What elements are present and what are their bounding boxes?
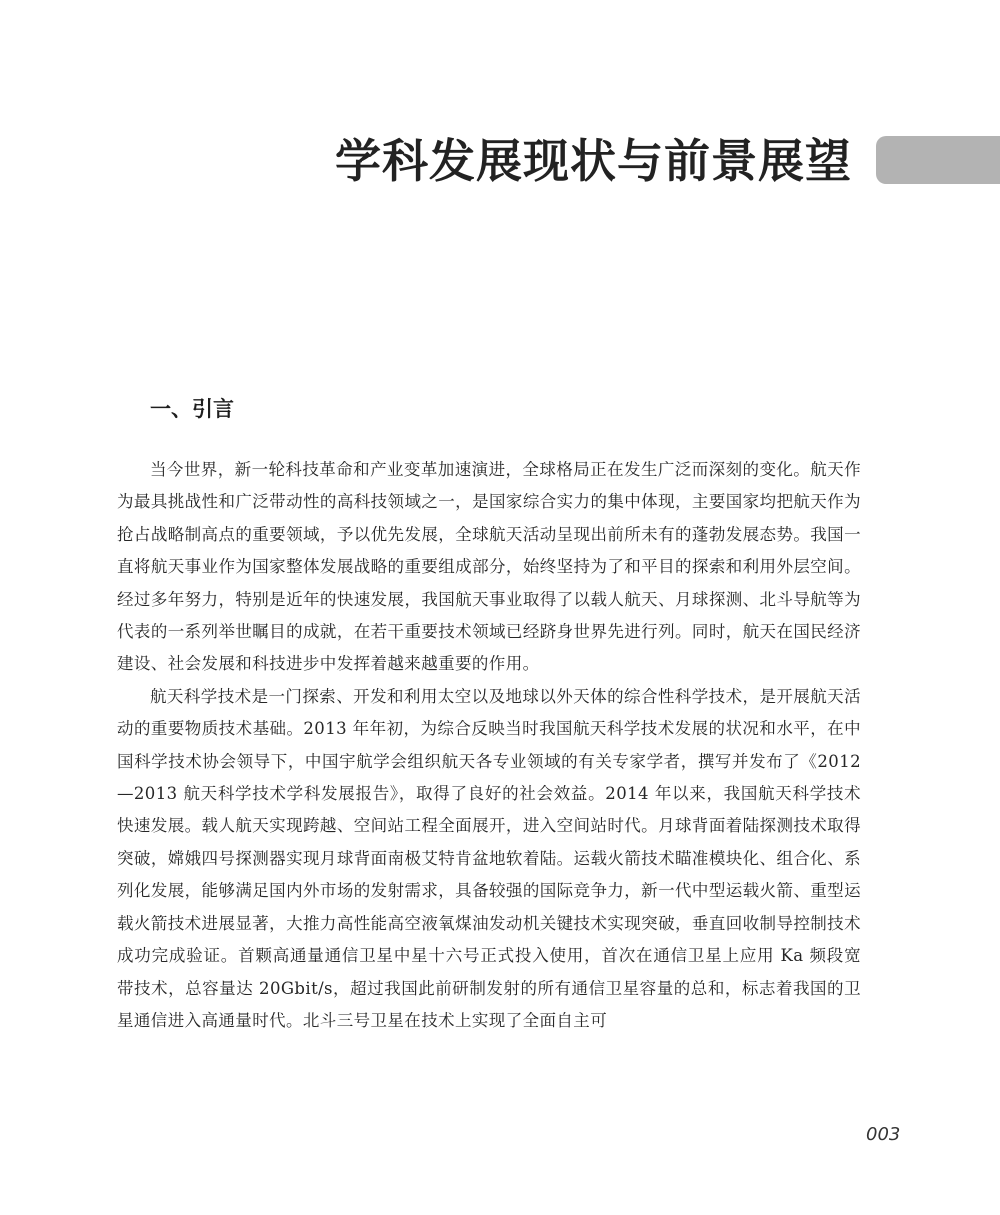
page-number: 003 <box>866 1124 901 1145</box>
section-heading: 一、引言 <box>150 396 234 421</box>
paragraph: 航天科学技术是一门探索、开发和利用太空以及地球以外天体的综合性科学技术，是开展航天活动的重要物质技术基础。2013 年年初，为综合反映当时我国航天科学技术发展的状况和水平，在中国科学技术协会领导下，中国宇航学会组织航天各专业领域的有关专家学者，撰写并发布了《2012—2013 航天科学技术学科发展报告》，取得了良好的社会效益。2014 年以来，我国航天科学技术快速发展。载人航天实现跨越、空间站工程全面展开，进入空间站时代。月球背面着陆探测技术取得突破，嫦娥四号探测器实现月球背面南极艾特肯盆地软着陆。运载火箭技术瞄准模块化、组合化、系列化发展，能够满足国内外市场的发射需求，具备较强的国际竞争力，新一代中型运载火箭、重型运载火箭技术进展显著，大推力高性能高空液氧煤油发动机关键技术实现突破，垂直回收制导控制技术成功完成验证。首颗高通量通信卫星中星十六号正式投入使用，首次在通信卫星上应用 Ka 频段宽带技术，总容量达 20Gbit/s，超过我国此前研制发射的所有通信卫星容量的总和，标志着我国的卫星通信进入高通量时代。北斗三号卫星在技术上实现了全面自主可 <box>117 686 861 1030</box>
body-text <box>117 454 861 1037</box>
paragraph: 当今世界，新一轮科技革命和产业变革加速演进，全球格局正在发生广泛而深刻的变化。航天作为最具挑战性和广泛带动性的高科技领域之一，是国家综合实力的集中体现，主要国家均把航天作为抢占战略制高点的重要领域，予以优先发展，全球航天活动呈现出前所未有的蓬勃发展态势。我国一直将航天事业作为国家整体发展战略的重要组成部分，始终坚持为了和平目的探索和利用外层空间。经过多年努力，特别是近年的快速发展，我国航天事业取得了以载人航天、月球探测、北斗导航等为代表的一系列举世瞩目的成就，在若干重要技术领域已经跻身世界先进行列。同时，航天在国民经济建设、社会发展和科技进步中发挥着越来越重要的作用。 <box>117 460 861 674</box>
chapter-title: 学科发展现状与前景展望 <box>335 134 852 188</box>
chapter-tab-marker <box>876 136 1000 184</box>
